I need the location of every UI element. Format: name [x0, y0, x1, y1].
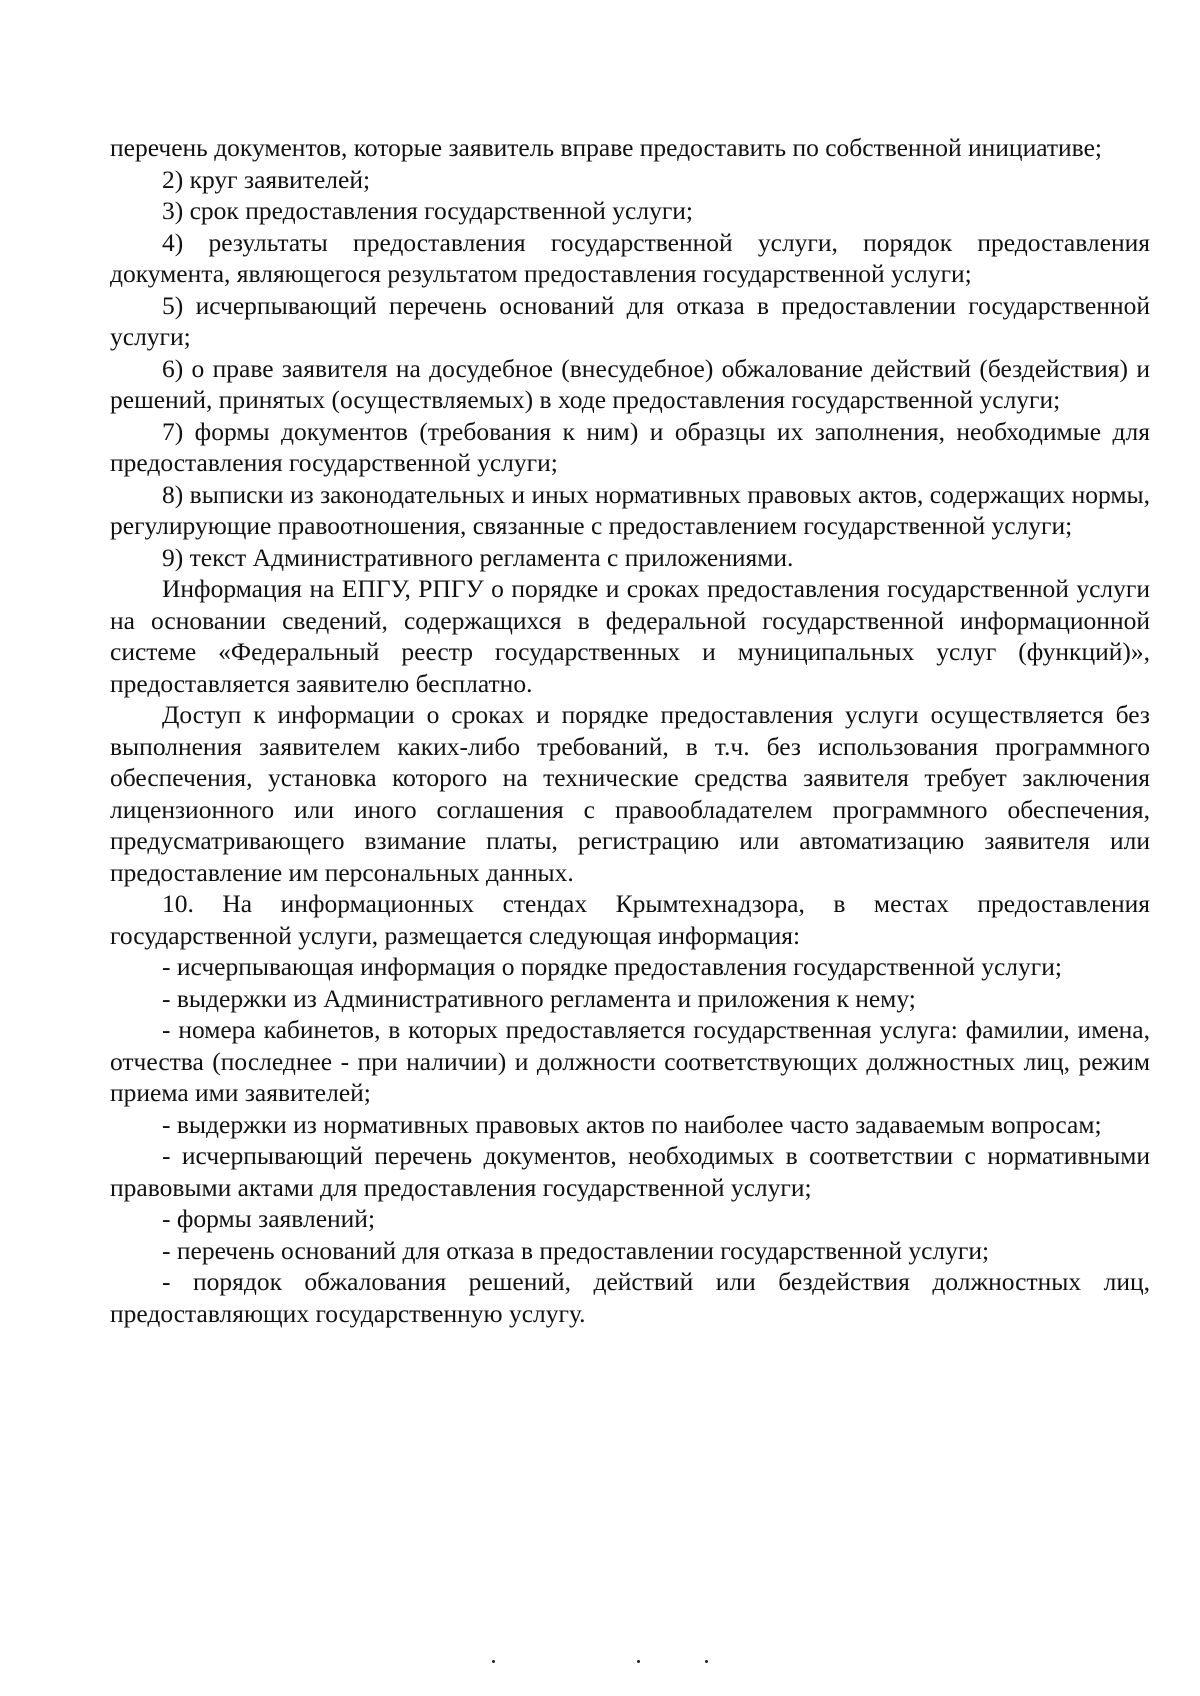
paragraph-section-10: 10. На информационных стендах Крымтехнадзора, в местах предоставления государственной услуги, размещается следующая информация:: [110, 889, 1150, 950]
paragraph-item-8: 8) выписки из законодательных и иных нормативных правовых актов, содержащих нормы, регулирующие правоотношения, связанные с предоставлением государственной услуги;: [110, 479, 1150, 540]
paragraph-item-6: 6) о праве заявителя на досудебное (внесудебное) обжалование действий (бездействия) и решений, принятых (осуществляемых) в ходе предоставления государственной услуги;: [110, 353, 1150, 414]
paragraph-item-4: 4) результаты предоставления государственной услуги, порядок предоставления документа, являющегося результатом предоставления государственной услуги;: [110, 227, 1150, 288]
paragraph-item-5: 5) исчерпывающий перечень оснований для отказа в предоставлении государственной услуги;: [110, 290, 1150, 351]
paragraph-item-2: 2) круг заявителей;: [162, 164, 371, 194]
list-item-refusal-grounds: - перечень оснований для отказа в предоставлении государственной услуги;: [162, 1235, 990, 1265]
scan-dot: [492, 1660, 495, 1663]
list-item-exhaustive-info: - исчерпывающая информация о порядке предоставления государственной услуги;: [162, 952, 1062, 981]
scan-dot: [637, 1660, 640, 1663]
scan-marks: [0, 1660, 1200, 1670]
scan-dot: [705, 1660, 708, 1663]
list-item-cabinet-numbers: - номера кабинетов, в которых предоставляется государственная услуга: фамилии, имена, отчества (последнее - при наличии) и должности соответствующих должностных лиц, режим приема ими заявителей;: [110, 1015, 1150, 1107]
paragraph-item-9: 9) текст Административного регламента с приложениями.: [162, 542, 794, 572]
paragraph-access-info: Доступ к информации о сроках и порядке предоставления услуги осуществляется без выполнения заявителем каких-либо требований, в т.ч. без использования программного обеспечения, установка которого на технические средства заявителя требует заключения лицензионного или иного соглашения с правообладателем программного обеспечения, предусматривающего взимание платы, регистрацию или автоматизацию заявителя или предоставление им персональных данных.: [110, 700, 1150, 887]
list-item-regulation-excerpts: - выдержки из Административного регламента и приложения к нему;: [162, 983, 916, 1013]
document-page: [110, 132, 1150, 1329]
paragraph-documents-initiative: перечень документов, которые заявитель вправе предоставить по собственной инициативе;: [110, 133, 1102, 162]
list-item-document-list: - исчерпывающий перечень документов, необходимых в соответствии с нормативными правовыми актами для предоставления государственной услуги;: [110, 1141, 1150, 1202]
list-item-legal-excerpts: - выдержки из нормативных правовых актов по наиболее часто задаваемым вопросам;: [162, 1109, 1102, 1139]
list-item-appeal-procedure: - порядок обжалования решений, действий или бездействия должностных лиц, предоставляющих государственную услугу.: [110, 1267, 1150, 1328]
paragraph-item-3: 3) срок предоставления государственной услуги;: [162, 196, 694, 225]
paragraph-item-7: 7) формы документов (требования к ним) и образцы их заполнения, необходимые для предоставления государственной услуги;: [110, 416, 1150, 477]
paragraph-epgu-info: Информация на ЕПГУ, РПГУ о порядке и сроках предоставления государственной услуги на основании сведений, содержащихся в федеральной государственной информационной системе «Федеральный реестр государственных и муниципальных услуг (функций)», предоставляется заявителю бесплатно.: [110, 574, 1150, 698]
list-item-application-forms: - формы заявлений;: [162, 1204, 376, 1233]
